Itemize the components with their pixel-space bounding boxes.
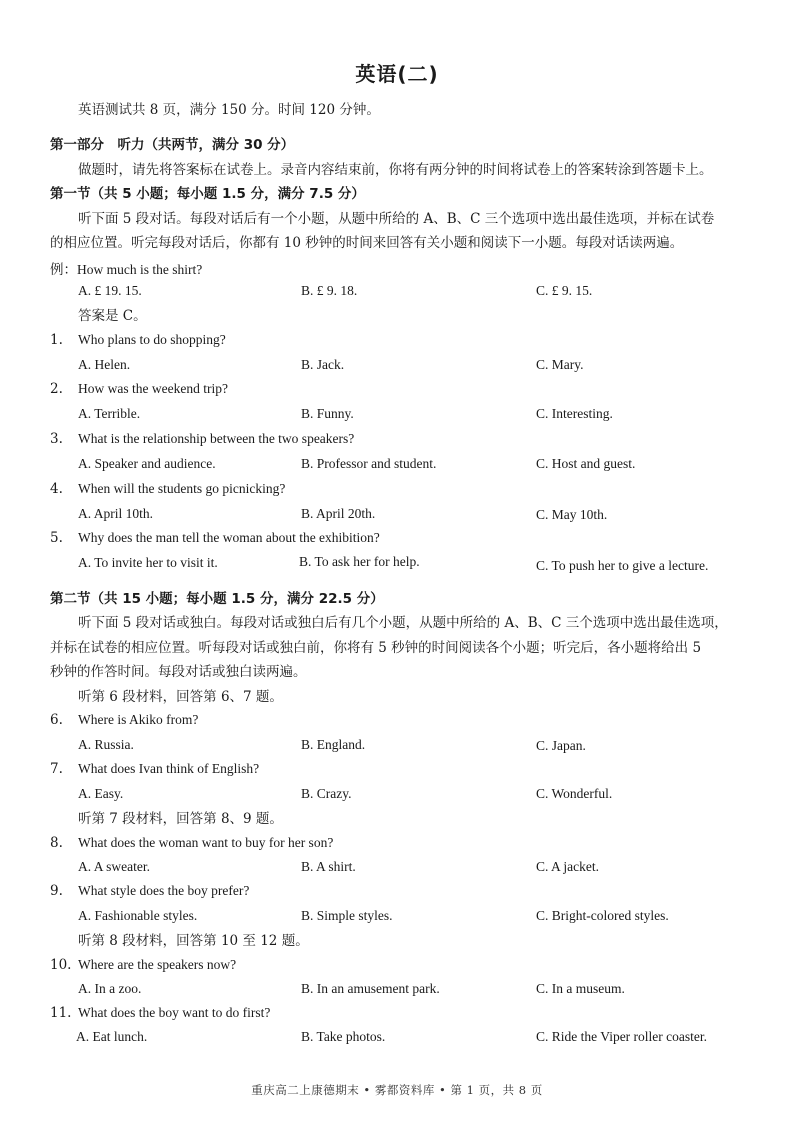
- option-c: C. Interesting.: [536, 406, 613, 421]
- question-number: 8.: [50, 835, 63, 851]
- option-b: B. Funny.: [301, 406, 354, 421]
- question-number: 5.: [50, 530, 63, 546]
- section2-instruction-3: 秒钟的作答时间。每段对话或独白读两遍。: [50, 664, 307, 680]
- material-7-note: 听第 7 段材料，回答第 8、9 题。: [78, 811, 283, 827]
- question-text: What style does the boy prefer?: [78, 883, 250, 898]
- section1-instruction-1: 听下面 5 段对话。每段对话后有一个小题，从题中所给的 A、B、C 三个选项中选出最佳选项，并标在试卷: [78, 211, 715, 227]
- material-8-note: 听第 8 段材料，回答第 10 至 12 题。: [78, 933, 309, 949]
- option-a: A. Russia.: [78, 737, 134, 752]
- example-option-c: C. £ 9. 15.: [536, 283, 593, 298]
- question-number: 3.: [50, 431, 63, 447]
- question-number: 9.: [50, 883, 63, 899]
- option-a: A. In a zoo.: [78, 981, 142, 996]
- question-number: 4.: [50, 481, 63, 497]
- section1-heading: 第一节（共 5 小题；每小题 1.5 分，满分 7.5 分）: [50, 186, 365, 202]
- question-text: What does the woman want to buy for her son?: [78, 835, 334, 850]
- material-6-note: 听第 6 段材料，回答第 6、7 题。: [78, 689, 283, 705]
- option-b: B. Crazy.: [301, 786, 352, 801]
- question-text: How was the weekend trip?: [78, 381, 228, 396]
- option-a: A. Helen.: [78, 357, 131, 372]
- option-b: B. Jack.: [301, 357, 345, 372]
- option-b: B. Take photos.: [301, 1029, 386, 1044]
- question-text: Why does the man tell the woman about the exhibition?: [78, 530, 380, 545]
- option-c: C. May 10th.: [536, 507, 608, 522]
- question-text: Where are the speakers now?: [78, 957, 237, 972]
- option-b: B. In an amusement park.: [301, 981, 440, 996]
- option-b: B. Simple styles.: [301, 908, 393, 923]
- page-title: 英语(二): [355, 62, 439, 86]
- option-a: A. Speaker and audience.: [78, 456, 216, 471]
- question-number: 2.: [50, 381, 63, 397]
- question-text: Where is Akiko from?: [78, 712, 199, 727]
- option-b: B. A shirt.: [301, 859, 356, 874]
- question-number: 10.: [50, 957, 72, 973]
- option-c: C. To push her to give a lecture.: [536, 558, 709, 573]
- question-text: What is the relationship between the two speakers?: [78, 431, 355, 446]
- option-b: B. England.: [301, 737, 366, 752]
- option-b: B. Professor and student.: [301, 456, 437, 471]
- option-b: B. To ask her for help.: [299, 554, 420, 569]
- section2-instruction-1: 听下面 5 段对话或独白。每段对话或独白后有几个小题，从题中所给的 A、B、C 三个选项中选出最佳选项，: [78, 615, 728, 631]
- example-option-a: A. £ 19. 15.: [78, 283, 142, 298]
- option-a: A. To invite her to visit it.: [78, 555, 218, 570]
- section1-instruction-2: 的相应位置。听完每段对话后，你都有 10 秒钟的时间来回答有关小题和阅读下一小题。每段对话读两遍。: [50, 235, 684, 251]
- question-text: When will the students go picnicking?: [78, 481, 286, 496]
- option-a: A. Eat lunch.: [76, 1029, 148, 1044]
- option-c: C. Host and guest.: [536, 456, 636, 471]
- part1-heading: 第一部分 听力（共两节，满分 30 分）: [50, 137, 295, 153]
- example-option-b: B. £ 9. 18.: [301, 283, 358, 298]
- question-text: What does the boy want to do first?: [78, 1005, 271, 1020]
- example-prompt: 例：How much is the shirt?: [50, 262, 203, 277]
- question-text: Who plans to do shopping?: [78, 332, 226, 347]
- example-answer: 答案是 C。: [78, 308, 147, 324]
- option-c: C. Japan.: [536, 738, 586, 753]
- option-c: C. Bright-colored styles.: [536, 908, 669, 923]
- option-c: C. Wonderful.: [536, 786, 613, 801]
- question-text: What does Ivan think of English?: [78, 761, 260, 776]
- option-c: C. In a museum.: [536, 981, 625, 996]
- option-c: C. Mary.: [536, 357, 584, 372]
- option-c: C. Ride the Viper roller coaster.: [536, 1029, 708, 1044]
- option-b: B. April 20th.: [301, 506, 376, 521]
- section2-instruction-2: 并标在试卷的相应位置。听每段对话或独白前，你将有 5 秒钟的时间阅读各个小题；听完后，各小题将给出 5: [50, 640, 702, 656]
- option-a: A. Easy.: [78, 786, 124, 801]
- page-footer: 重庆高二上康德期末 • 雾都资料库 • 第 1 页，共 8 页: [251, 1083, 543, 1097]
- option-c: C. A jacket.: [536, 859, 599, 874]
- option-a: A. April 10th.: [78, 506, 154, 521]
- section2-heading: 第二节（共 15 小题；每小题 1.5 分，满分 22.5 分）: [50, 591, 384, 607]
- question-number: 7.: [50, 761, 63, 777]
- option-a: A. Terrible.: [78, 406, 141, 421]
- question-number: 6.: [50, 712, 63, 728]
- question-number: 11.: [50, 1005, 72, 1021]
- option-a: A. Fashionable styles.: [78, 908, 198, 923]
- part1-instruction: 做题时，请先将答案标在试卷上。录音内容结束前，你将有两分钟的时间将试卷上的答案转涂到答题卡上。: [78, 162, 713, 178]
- question-number: 1.: [50, 332, 63, 348]
- option-a: A. A sweater.: [78, 859, 150, 874]
- intro-text: 英语测试共 8 页，满分 150 分。时间 120 分钟。: [78, 102, 380, 118]
